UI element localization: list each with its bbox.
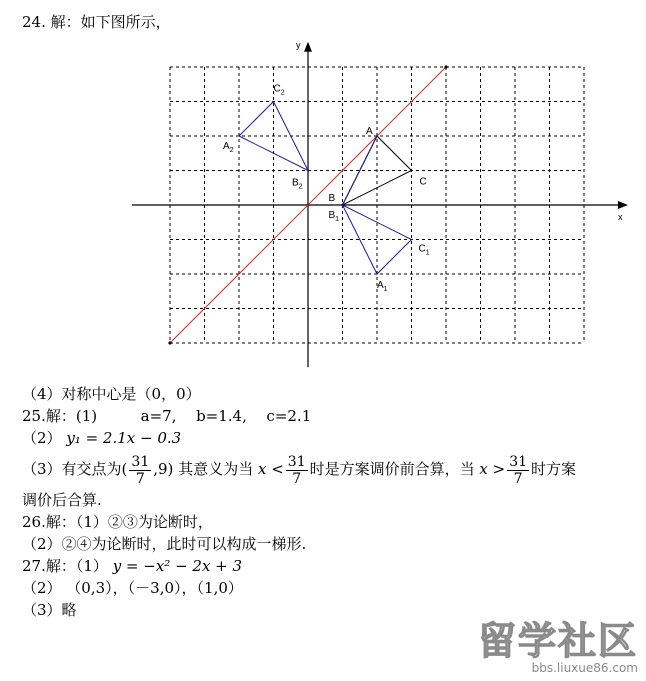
label-c2-subscript: 2 xyxy=(280,89,285,97)
label-a2-subscript: 2 xyxy=(229,147,234,154)
fraction-denominator: 7 xyxy=(513,470,523,487)
fraction-numerator: 31 xyxy=(509,453,528,470)
watermark-logo: 留学社区 xyxy=(477,619,638,663)
q25-part2 xyxy=(22,428,181,448)
diagonal-end-dot xyxy=(168,341,171,344)
fraction-denominator: 7 xyxy=(292,470,302,487)
q27-part3: （3）略 xyxy=(22,601,77,619)
label-a1-subscript: 1 xyxy=(383,286,388,293)
edge-ab xyxy=(343,136,378,205)
watermark xyxy=(478,621,638,675)
q24-part4: （4）对称中心是（0，0） xyxy=(22,385,201,403)
point-labels xyxy=(223,40,623,293)
label-b: B xyxy=(328,193,336,204)
label-b2: $B_2$ xyxy=(292,177,303,191)
heading-24: 24. 解：如下图所示， xyxy=(22,13,171,31)
coordinate-graph xyxy=(120,38,623,378)
y-axis-label: y xyxy=(296,39,301,50)
q25-p3-prefix: （3）有交点为 xyxy=(22,460,122,478)
q27-p1-prefix: 27.解：（1） xyxy=(22,557,108,575)
q26-line1: 26.解：（1）②③为论断时， xyxy=(22,513,213,531)
q26-line2: （2）②④为论断时，此时可以构成一梯形. xyxy=(22,535,307,553)
label-c: C xyxy=(419,176,427,188)
q25-p3-mid2: 时是方案调价前合算，当 xyxy=(309,460,475,478)
x-axis-label: x xyxy=(617,212,623,222)
x-axis-arrow-icon xyxy=(618,201,628,209)
q27-part1 xyxy=(22,556,242,576)
q25-p3-tail: 时方案 xyxy=(531,460,577,478)
q25-p3-cond1: x < xyxy=(257,460,284,478)
q25-p2-prefix: （2） xyxy=(22,429,62,447)
q25-p3-fraction-1 xyxy=(129,454,151,487)
y-axis-arrow-icon xyxy=(304,42,312,52)
q25-p3-fraction-2 xyxy=(286,454,308,487)
diagonal-end-dot xyxy=(444,65,447,68)
q25-p3-fraction-3 xyxy=(507,454,529,487)
label-b2-subscript: 2 xyxy=(298,183,303,191)
q25-p1-prefix: 25.解：(1) xyxy=(22,407,98,425)
q25-part3 xyxy=(22,452,576,487)
q25-p1-c: c=2.1 xyxy=(266,407,312,425)
q25-p3-close: ,9) xyxy=(153,460,174,478)
label-a1: $A_1$ xyxy=(377,280,388,293)
fraction-denominator: 7 xyxy=(135,470,145,487)
label-a2: $A_2$ xyxy=(223,141,234,154)
q25-p3-mid: 其意义为当 xyxy=(178,460,254,478)
label-b1-subscript: 1 xyxy=(335,216,340,223)
fraction-numerator: 31 xyxy=(131,453,150,470)
axes xyxy=(132,39,628,367)
watermark-url: bbs.liuxue86.com xyxy=(531,661,638,675)
q25-p1-a: a=7, xyxy=(140,407,177,425)
q27-p1-formula: y = −x² − 2x + 3 xyxy=(112,557,243,575)
label-c1-subscript: 1 xyxy=(425,249,430,257)
q25-p3-open: ( xyxy=(121,460,128,478)
q25-part3-line2: 调价后合算. xyxy=(22,491,102,509)
q25-p1-b: b=1.4, xyxy=(196,407,247,425)
q25-p2-formula: y₁ = 2.1x − 0.3 xyxy=(66,429,182,447)
fraction-numerator: 31 xyxy=(287,453,306,470)
q25-part1 xyxy=(22,406,311,426)
q25-p3-cond2: x > xyxy=(479,460,506,478)
label-a: A xyxy=(366,126,373,137)
label-c2: $C_2$ xyxy=(273,83,285,97)
q27-part2: （2） （0,3），（－3,0），（1,0） xyxy=(22,579,243,597)
label-c1: $C_1$ xyxy=(418,243,430,257)
label-b1: $B_1$ xyxy=(328,210,340,223)
